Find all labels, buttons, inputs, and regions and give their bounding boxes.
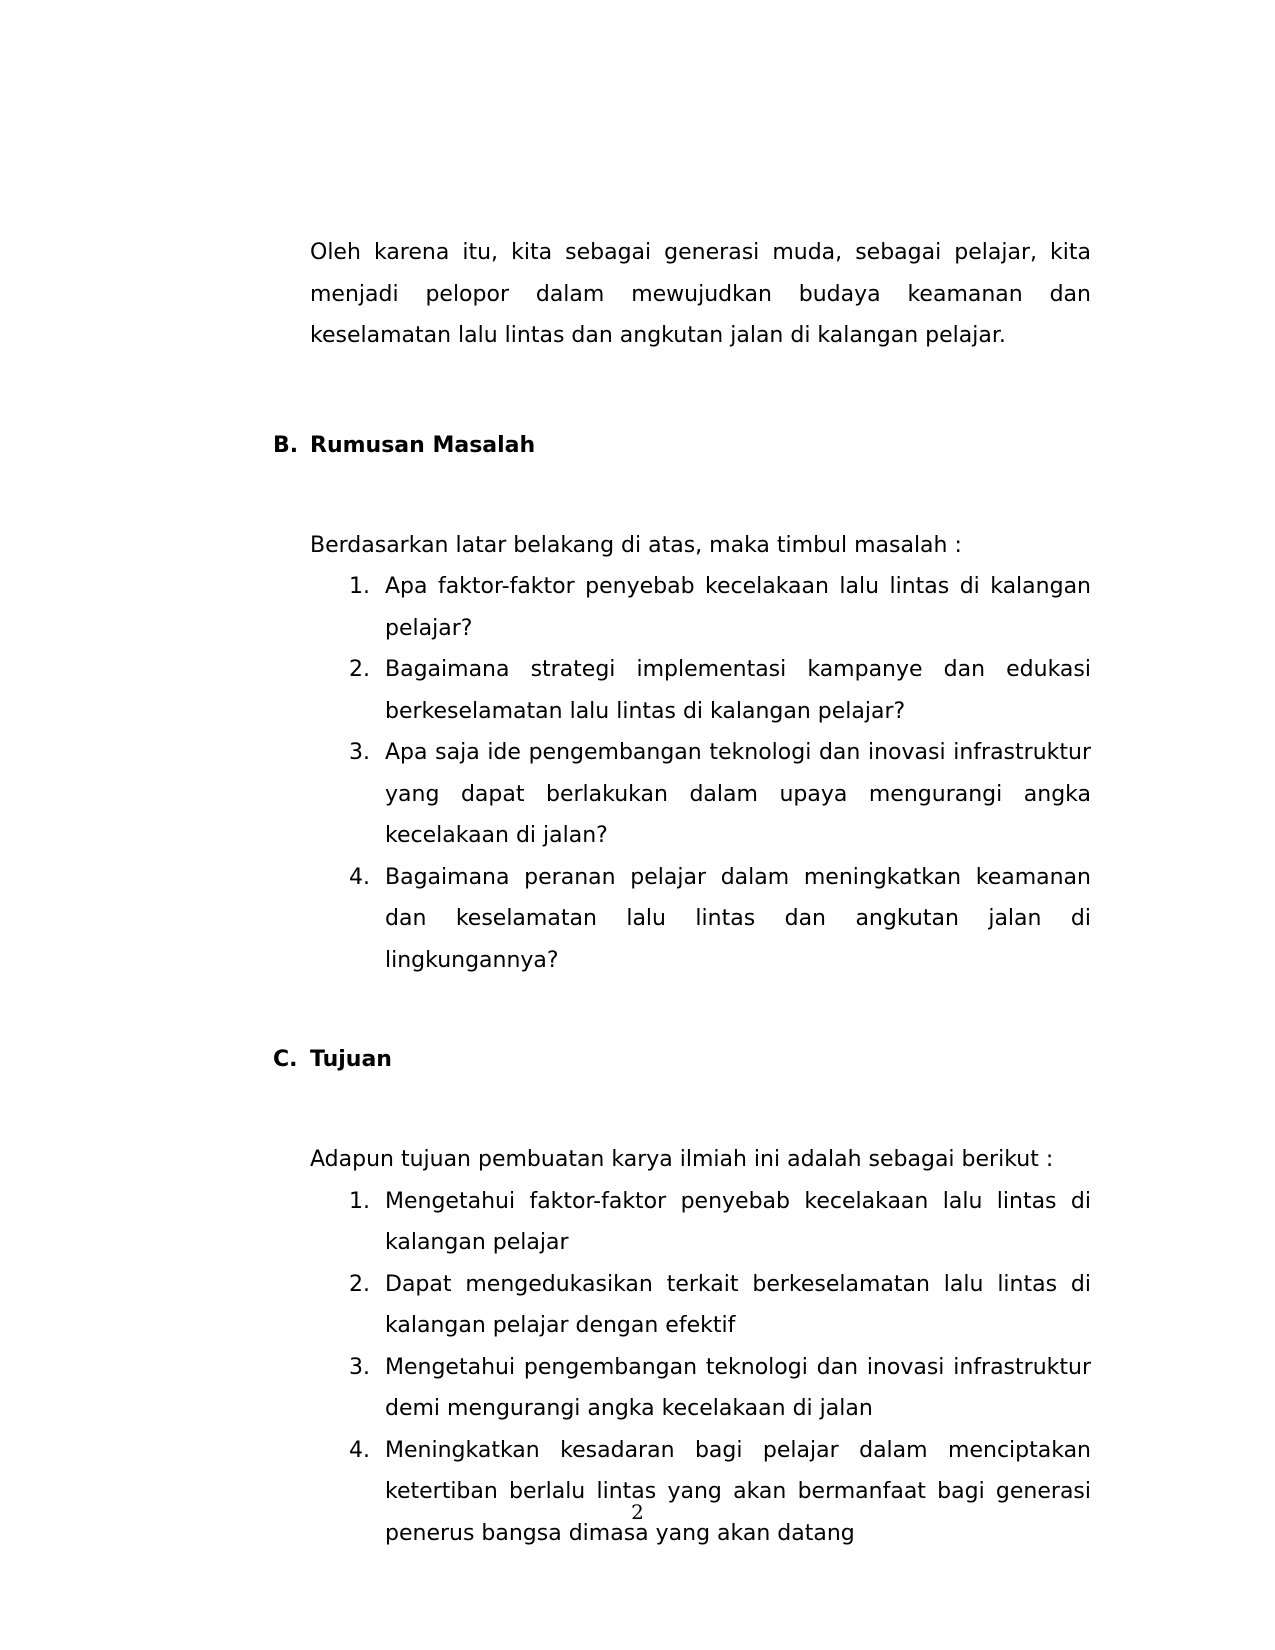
problem-list (310, 566, 1091, 981)
section-letter: B. (273, 432, 299, 458)
list-item (310, 732, 1091, 857)
list-item (310, 1430, 1091, 1555)
list-text: Meningkatkan kesadaran bagi pelajar dalam menciptakan ketertiban berlalu lintas yang akan bermanfaat bagi generasi penerus bangsa dimasa yang akan datang (385, 1437, 1091, 1546)
list-item (310, 1347, 1091, 1430)
page-number: 2 (631, 1500, 644, 1524)
list-number: 3. (349, 1354, 370, 1380)
list-item (310, 1181, 1091, 1264)
list-text: Mengetahui faktor-faktor penyebab kecelakaan lalu lintas di kalangan pelajar (385, 1188, 1091, 1255)
list-number: 1. (349, 574, 370, 599)
section-title: Tujuan (310, 1047, 392, 1072)
section-letter: C. (273, 1047, 298, 1072)
section-lead: Berdasarkan latar belakang di atas, maka timbul masalah : (310, 532, 962, 558)
list-text: Apa saja ide pengembangan teknologi dan inovasi infrastruktur yang dapat berlakukan dalam upaya mengurangi angka kecelakaan di jalan? (385, 740, 1091, 848)
list-text: Bagaimana peranan pelajar dalam meningkatkan keamanan dan keselamatan lalu lintas dan angkutan jalan di lingkungannya? (385, 864, 1091, 973)
list-item (310, 1264, 1091, 1347)
list-item (310, 649, 1091, 732)
list-text: Mengetahui pengembangan teknologi dan inovasi infrastruktur demi mengurangi angka kecelakaan di jalan (385, 1354, 1091, 1421)
list-number: 2. (349, 657, 370, 682)
list-item (310, 857, 1091, 982)
list-number: 3. (349, 740, 370, 765)
section-lead: Adapun tujuan pembuatan karya ilmiah ini adalah sebagai berikut : (310, 1147, 1054, 1172)
page-content (273, 232, 1091, 1554)
list-number: 4. (349, 864, 370, 890)
list-text: Apa faktor-faktor penyebab kecelakaan lalu lintas di kalangan pelajar? (385, 574, 1091, 641)
intro-paragraph: Oleh karena itu, kita sebagai generasi muda, sebagai pelajar, kita menjadi pelopor dalam mewujudkan budaya keamanan dan keselamatan lalu lintas dan angkutan jalan di kalangan pelajar. (310, 240, 1091, 348)
list-number: 2. (349, 1271, 370, 1297)
section-heading-tujuan (273, 1045, 1091, 1075)
list-text: Dapat mengedukasikan terkait berkeselamatan lalu lintas di kalangan pelajar dengan efektif (385, 1271, 1091, 1338)
section-title: Rumusan Masalah (310, 432, 536, 458)
list-number: 4. (349, 1437, 370, 1463)
list-text: Bagaimana strategi implementasi kampanye dan edukasi berkeselamatan lalu lintas di kalangan pelajar? (385, 657, 1091, 724)
objective-list (310, 1181, 1091, 1555)
list-number: 1. (349, 1188, 370, 1214)
list-item (310, 566, 1091, 649)
section-heading-rumusan-masalah (273, 431, 1091, 461)
